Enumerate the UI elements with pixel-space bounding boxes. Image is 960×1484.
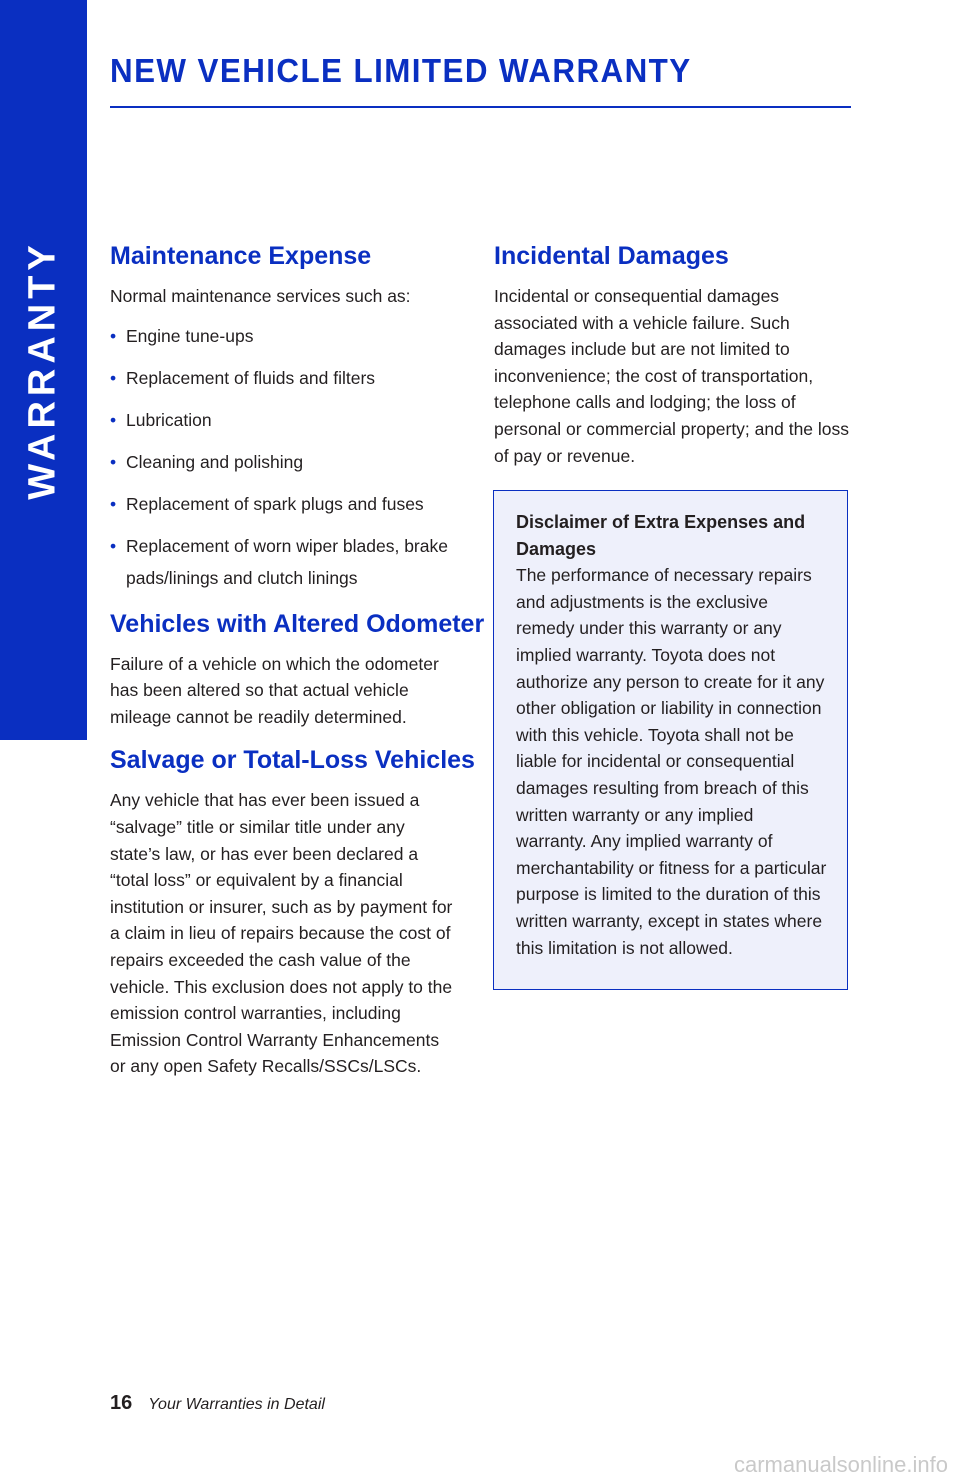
incidental-text: Incidental or consequential damages associated with a vehicle failure. Such damages include but are not limited to inconvenience; the cost of transportation, telephone calls and lodging; the loss of personal or commercial property; and the loss of pay or revenue. (494, 286, 850, 466)
list-item (110, 530, 455, 594)
list-item (110, 488, 455, 520)
maintenance-section (110, 238, 455, 594)
list-item (110, 404, 455, 436)
odometer-heading: Vehicles with Altered Odometer (110, 609, 485, 638)
list-item-text: Replacement of spark plugs and fuses (126, 493, 424, 514)
salvage-text: Any vehicle that has ever been issued a “salvage” title or similar title under any state’s law, or has ever been declared a “total loss” or equivalent by a financial institution or insurer, such as by payment for a claim in lieu of repairs because the cost of repairs exceeded the cash value of the vehicle. This exclusion does not apply to the emission control warranties, including Emission Control Warranty Enhancements or any open Safety Recalls/SSCs/LSCs. (110, 790, 453, 1077)
list-item-text: Replacement of worn wiper blades, brake pads/linings and clutch linings (126, 535, 448, 588)
maintenance-intro: Normal maintenance services such as: (110, 286, 411, 306)
page-title: NEW VEHICLE LIMITED WARRANTY (110, 52, 692, 89)
list-item (110, 320, 455, 352)
footer-title: Your Warranties in Detail (148, 1396, 325, 1413)
page-number: 16 (110, 1392, 133, 1414)
maintenance-list (110, 320, 455, 594)
disclaimer-title: Disclaimer of Extra Expenses and Damages (516, 512, 806, 559)
disclaimer-box (493, 490, 848, 990)
list-item-text: Engine tune-ups (126, 325, 254, 346)
right-column (494, 238, 850, 469)
list-item (110, 446, 455, 478)
side-tab (0, 0, 87, 740)
disclaimer-text: The performance of necessary repairs and adjustments is the exclusive remedy under this warranty or any implied warranty. Toyota does not authorize any person to create for it any other obligation or liability in connection with this vehicle. Toyota shall not be liable for incidental or consequential damages resulting from breach of this written warranty or any implied warranty. Any implied warranty of merchantability or fitness for a particular purpose is limited to the duration of this written warranty, except in states where this limitation is not allowed. (516, 565, 827, 958)
odometer-section (110, 606, 485, 731)
incidental-heading: Incidental Damages (494, 242, 729, 270)
title-rule (110, 106, 851, 108)
salvage-section (110, 742, 475, 1080)
maintenance-heading: Maintenance Expense (110, 242, 372, 270)
side-tab-label: WARRANTY (21, 240, 64, 500)
salvage-heading: Salvage or Total-Loss Vehicles (110, 746, 475, 775)
list-item-text: Replacement of fluids and filters (126, 367, 376, 388)
list-item-text: Cleaning and polishing (126, 451, 304, 472)
page-footer (110, 1392, 325, 1415)
list-item (110, 362, 455, 394)
list-item-text: Lubrication (126, 409, 212, 430)
watermark: carmanualsonline.info (733, 1452, 948, 1477)
incidental-section (494, 238, 850, 469)
left-column (110, 238, 485, 1080)
odometer-text: Failure of a vehicle on which the odometer has been altered so that actual vehicle mileage cannot be readily determined. (110, 653, 439, 727)
